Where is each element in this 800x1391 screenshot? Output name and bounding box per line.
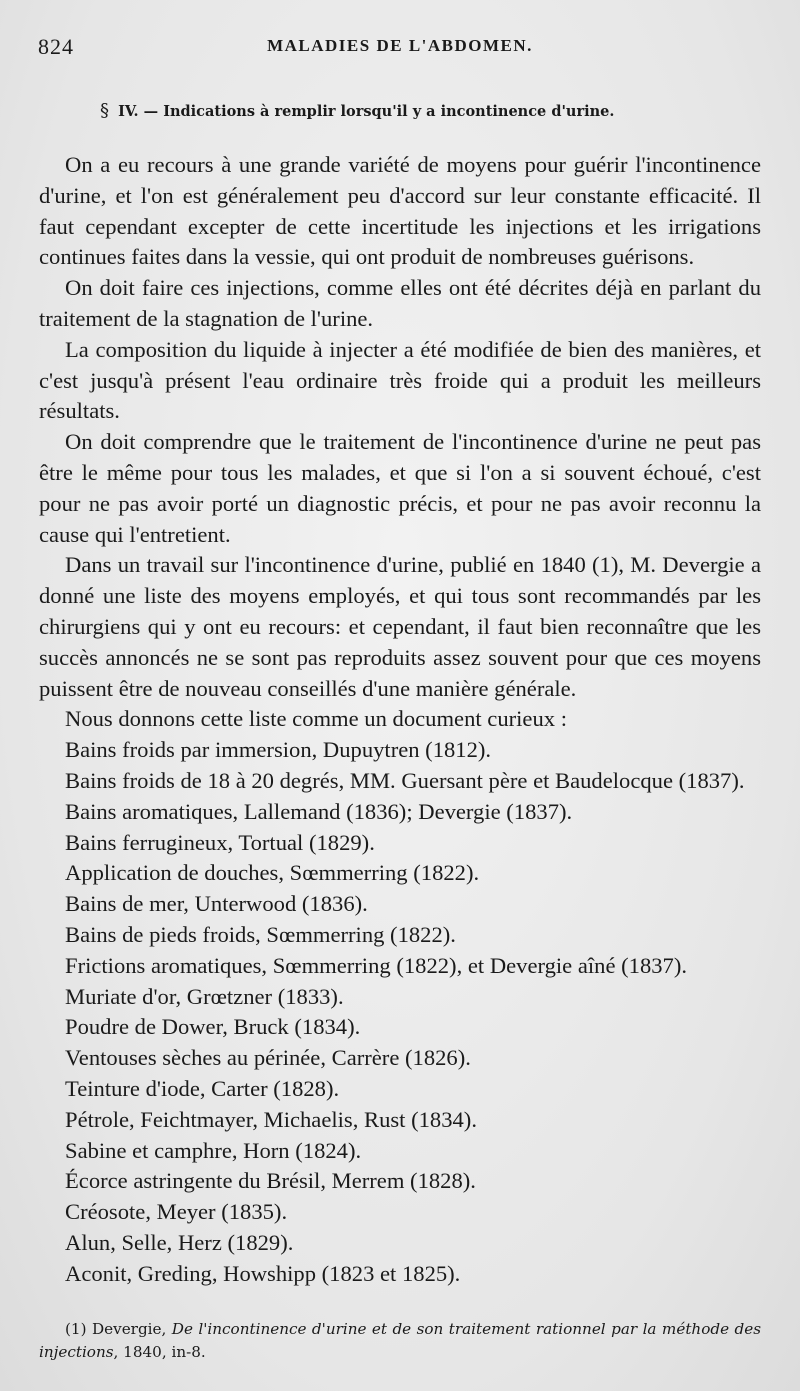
paragraph: On a eu recours à une grande variété de moyens pour guérir l'incontinence d'urine, et l'on est généralement peu d'accord sur leur constante efficacité. Il faut cependant excepter de cette incertitude les injections et les irrigations continues faites dans la vessie, qui ont produit de nombreuses guérisons. xyxy=(39,152,761,270)
remedy-item: Bains ferrugineux, Tortual (1829). xyxy=(65,829,375,855)
remedy-item: Sabine et camphre, Horn (1824). xyxy=(65,1137,362,1163)
remedy-item: Poudre de Dower, Bruck (1834). xyxy=(65,1014,361,1040)
page-number: 824 xyxy=(38,34,74,59)
remedy-item: Créosote, Meyer (1835). xyxy=(65,1199,288,1225)
footnote-text xyxy=(39,1318,761,1364)
footnote-marker: (1) Devergie, xyxy=(65,1320,167,1338)
page-header xyxy=(38,34,762,58)
footnote xyxy=(39,1318,761,1364)
remedy-item: Frictions aromatiques, Sœmmerring (1822), et Devergie aîné (1837). xyxy=(65,952,688,978)
remedy-item: Bains aromatiques, Lallemand (1836); Devergie (1837). xyxy=(65,798,573,824)
remedy-item: Teinture d'iode, Carter (1828). xyxy=(65,1075,340,1101)
remedy-item: Ventouses sèches au périnée, Carrère (1826). xyxy=(65,1045,471,1071)
remedy-item: Bains de mer, Unterwood (1836). xyxy=(65,891,368,917)
section-heading xyxy=(100,100,760,121)
paragraph: Dans un travail sur l'incontinence d'urine, publié en 1840 (1), M. Devergie a donné une liste des moyens employés, et qui tous sont recommandés par les chirurgiens qui y ont eu recours: et cependant, il faut bien reconnaître que les succès annoncés ne se sont pas reproduits assez souvent pour que ces moyens puissent être de nouveau conseillés d'une manière générale. xyxy=(39,552,761,701)
paragraph: La composition du liquide à injecter a été modifiée de bien des manières, et c'est jusqu'à présent l'eau ordinaire très froide qui a produit les meilleurs résultats. xyxy=(39,336,761,424)
body-text xyxy=(39,150,761,1289)
running-title: MALADIES DE L'ABDOMEN. xyxy=(267,36,533,55)
remedy-item: Alun, Selle, Herz (1829). xyxy=(65,1229,294,1255)
paragraph: On doit faire ces injections, comme elles ont été décrites déjà en parlant du traitement de la stagnation de l'urine. xyxy=(39,275,761,331)
section-title: IV. — Indications à remplir lorsqu'il y a incontinence d'urine. xyxy=(118,103,615,120)
remedy-list xyxy=(39,735,761,1289)
footnote-title: De l'incontinence d'urine et de son traitement rationnel par la méthode des injections xyxy=(39,1320,761,1361)
remedy-item: Application de douches, Sœmmerring (1822). xyxy=(65,860,480,886)
remedy-item: Écorce astringente du Brésil, Merrem (1828). xyxy=(65,1168,476,1194)
remedy-item: Bains de pieds froids, Sœmmerring (1822). xyxy=(65,921,456,947)
remedy-item: Muriate d'or, Grœtzner (1833). xyxy=(65,983,344,1009)
remedy-item: Bains froids de 18 à 20 degrés, MM. Guersant père et Baudelocque (1837). xyxy=(65,767,745,793)
footnote-rest: , 1840, in-8. xyxy=(113,1343,206,1361)
section-symbol: § xyxy=(100,100,109,121)
remedy-item: Aconit, Greding, Howshipp (1823 et 1825). xyxy=(65,1260,461,1286)
paragraph: On doit comprendre que le traitement de l'incontinence d'urine ne peut pas être le même pour tous les malades, et que si l'on a si souvent échoué, c'est pour ne pas avoir porté un diagnostic précis, et pour ne pas avoir reconnu la cause qui l'entretient. xyxy=(39,429,761,547)
remedy-item: Pétrole, Feichtmayer, Michaelis, Rust (1834). xyxy=(65,1106,477,1132)
paragraph: Nous donnons cette liste comme un document curieux : xyxy=(65,706,567,732)
remedy-item: Bains froids par immersion, Dupuytren (1812). xyxy=(65,737,492,763)
